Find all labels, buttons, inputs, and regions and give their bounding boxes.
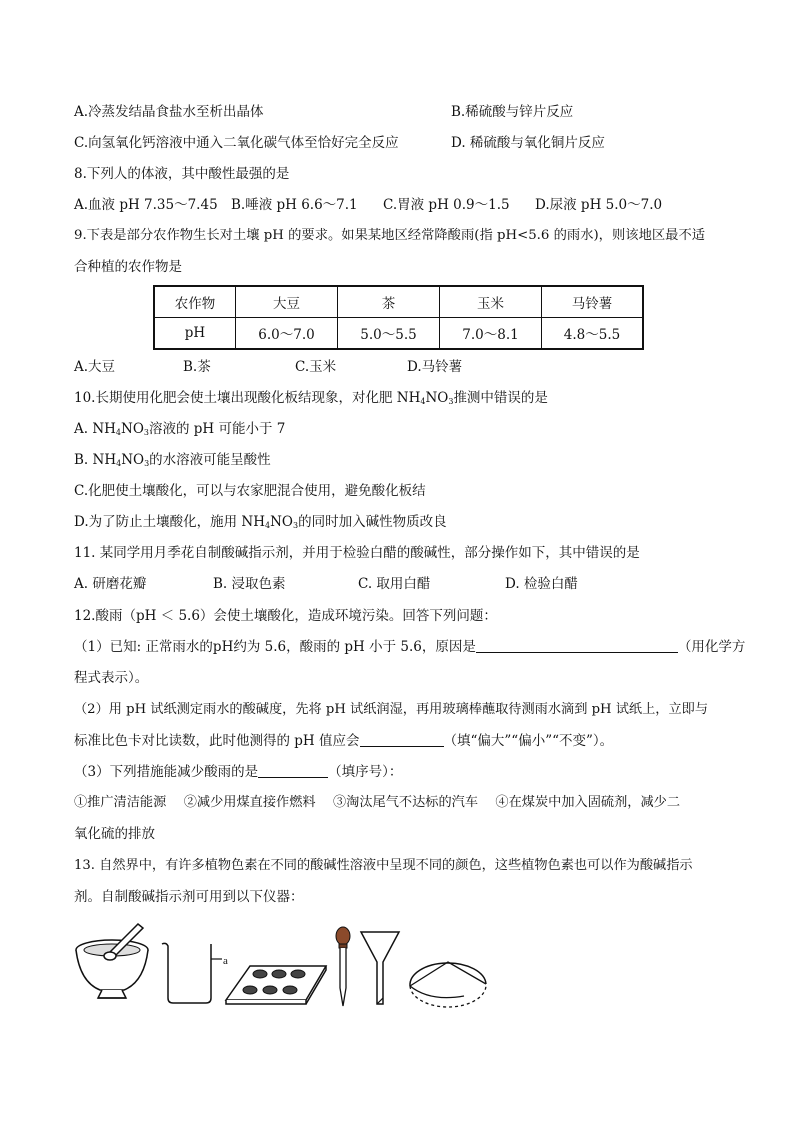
subscript: 3 [143, 428, 149, 437]
table-cell: pH [154, 318, 236, 350]
table-cell: 农作物 [154, 286, 236, 318]
option-text: A. NH [74, 421, 116, 437]
q10-option-a [74, 419, 285, 443]
q8-option-b: B.唾液 pH 6.6～7.1 [231, 197, 358, 213]
q10-stem [74, 388, 548, 412]
q11-option-d: D. 检验白醋 [505, 576, 578, 592]
crop-ph-table [153, 285, 644, 350]
q8-stem: 8.下列人的体液，其中酸性最强的是 [74, 166, 290, 182]
q10-option-d [74, 512, 447, 536]
q11-option-c: C. 取用白醋 [358, 576, 431, 592]
q12-part3 [74, 762, 402, 782]
q8-option-a: A.血液 pH 7.35～7.45 [74, 197, 218, 213]
q7-option-a: A.冷蒸发结晶食盐水至析出晶体 [74, 104, 264, 120]
subscript: 4 [115, 428, 122, 437]
filter-paper-icon [402, 956, 490, 1008]
q10-option-c: C.化肥使土壤酸化，可以与农家肥混合使用，避免酸化板结 [74, 483, 426, 499]
table-cell: 马铃薯 [542, 286, 644, 318]
q13-line1: 13. 自然界中，有许多植物色素在不同的酸碱性溶液中呈现不同的颜色，这些植物色素也可以作为酸碱指示 [74, 858, 693, 873]
table-cell: 4.8～5.5 [542, 318, 644, 350]
formula-text: NO [270, 514, 293, 530]
spot-plate-icon [222, 962, 330, 1006]
table-cell: 6.0～7.0 [236, 318, 338, 350]
q9-option-a: A.大豆 [74, 359, 116, 375]
answer-blank[interactable] [476, 638, 678, 653]
table-cell: 茶 [338, 286, 440, 318]
q12-part1-text: （用化学方 [677, 639, 746, 655]
answer-blank[interactable] [258, 763, 328, 778]
q9-stem-line1: 9.下表是部分农作物生长对土壤 pH 的要求。如果某地区经常降酸雨(指 pH<5.6 的雨水)，则该地区最不适 [74, 228, 706, 243]
q9-option-b: B.茶 [183, 359, 211, 375]
q10-stem-text: 10.长期使用化肥会使土壤出现酸化板结现象，对化肥 NH [74, 390, 421, 406]
subscript: 4 [420, 397, 426, 406]
q10-stem-text: 推测中错误的是 [453, 390, 548, 406]
q12-part2-text: 标准比色卡对比读数，此时他测得的 pH 值应会 [74, 733, 360, 749]
q12-part3-text: （填序号）： [328, 764, 403, 780]
q12-part1-line2: 程式表示）。 [74, 670, 149, 686]
option-text: B. NH [74, 452, 117, 468]
q11-option-a: A. 研磨花瓣 [74, 576, 147, 592]
subscript: 3 [448, 397, 454, 406]
option-text: 溶液的 pH 可能小于 7 [149, 421, 286, 437]
q11-option-b: B. 浸取色素 [213, 576, 286, 592]
option-text: 的同时加入碱性物质改良 [298, 514, 447, 530]
formula-text: NO [121, 452, 145, 468]
q11-stem: 11. 某同学用月季花自制酸碱指示剂，并用于检验白醋的酸碱性，部分操作如下，其中错误的是 [74, 545, 640, 561]
q8-option-c: C.胃液 pH 0.9～1.5 [383, 197, 510, 213]
dropper-icon [332, 924, 354, 1010]
q7-option-d: D. 稀硫酸与氧化铜片反应 [451, 135, 605, 151]
table-cell: 5.0～5.5 [338, 318, 440, 350]
subscript: 4 [116, 459, 122, 468]
q12-choices-line2: 氧化硫的排放 [74, 826, 155, 842]
table-cell: 大豆 [236, 286, 338, 318]
option-text: D.为了防止土壤酸化，施用 NH [74, 514, 266, 530]
q12-part1-text: （1）已知: 正常雨水的pH约为 5.6，酸雨的 pH 小于 5.6，原因是 [74, 639, 476, 655]
q12-stem: 12.酸雨（pH ＜ 5.6）会使土壤酸化，造成环境污染。回答下列问题： [74, 608, 497, 624]
subscript: 4 [265, 521, 271, 530]
q10-option-b [74, 450, 271, 474]
q12-part1 [74, 637, 745, 657]
q12-part2-line2 [74, 731, 613, 751]
subscript: 3 [293, 521, 299, 530]
answer-blank[interactable] [360, 732, 444, 747]
table-cell: 7.0～8.1 [440, 318, 542, 350]
q8-option-d: D.尿液 pH 5.0～7.0 [535, 197, 663, 213]
funnel-icon [358, 928, 402, 1008]
q9-option-d: D.马铃薯 [407, 359, 463, 375]
q12-part2-text: （填“偏大”“偏小”“不变”）。 [443, 733, 614, 749]
q7-option-c: C.向氢氧化钙溶液中通入二氧化碳气体至恰好完全反应 [74, 135, 399, 151]
mortar-and-pestle-icon [72, 920, 154, 1004]
q12-part2-line1: （2）用 pH 试纸测定雨水的酸碱度，先将 pH 试纸润湿，再用玻璃棒蘸取待测雨水滴到 pH 试纸上，立即与 [74, 702, 709, 717]
q12-choices-line1: ①推广清洁能源 ②减少用煤直接作燃料 ③淘汰尾气不达标的汽车 ④在煤炭中加入固硫剂，减少二 [74, 795, 681, 810]
formula-text: NO [121, 421, 144, 437]
q9-stem-line2: 合种植的农作物是 [74, 259, 182, 275]
q7-option-b: B.稀硫酸与锌片反应 [451, 104, 574, 120]
option-text: 的水溶液可能呈酸性 [149, 452, 271, 468]
beaker-label-a: a [223, 955, 228, 967]
q9-option-c: C.玉米 [295, 359, 337, 375]
subscript: 3 [144, 459, 150, 468]
table-header-row [154, 286, 643, 318]
q12-part3-text: （3）下列措施能减少酸雨的是 [74, 764, 259, 780]
table-cell: 玉米 [440, 286, 542, 318]
table-row [154, 318, 643, 350]
q13-line2: 剂。自制酸碱指示剂可用到以下仪器： [74, 889, 304, 905]
formula-text: NO [425, 390, 449, 406]
